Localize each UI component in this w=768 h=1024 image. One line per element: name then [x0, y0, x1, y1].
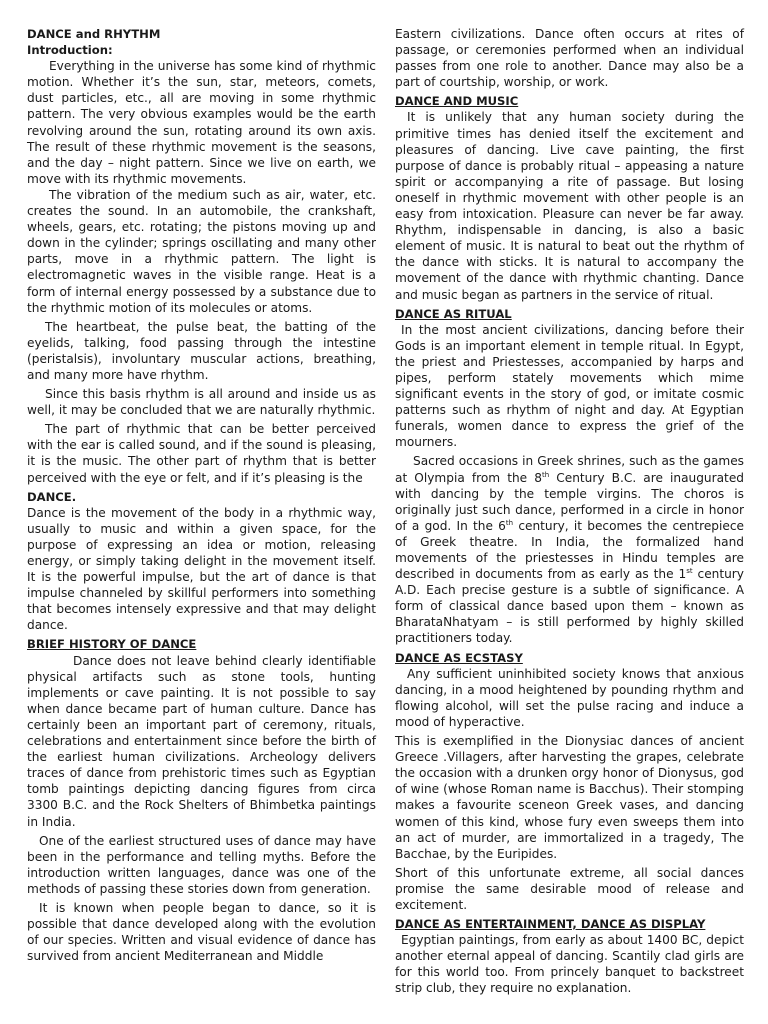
ecstasy-heading: DANCE AS ECSTASY	[395, 650, 523, 665]
history-paragraph-3: It is known when people began to dance, so it is possible that dance developed along with the evolution of our species. Written and visual evidence of dance has survived from ancient Mediterranean and Middle	[27, 900, 376, 964]
ordinal-suffix: th	[541, 470, 550, 479]
ritual-text-b: Century B.C. are inaugurated with dancing by the temple virgins. The choros is originally just such dance, performed in a circle in honor of a god. In the 6	[395, 470, 744, 533]
ecstasy-paragraph-3: Short of this unfortunate extreme, all social dances promise the same desirable mood of release and excitement.	[395, 865, 744, 912]
ordinal-suffix: th	[505, 518, 514, 527]
intro-paragraph-5: The part of rhythmic that can be better perceived with the ear is called sound, and if the sound is pleasing, it is the music. The other part of rhythm that is better perceived with the eye or felt, and if it’s pleasing is the	[27, 422, 376, 485]
ecstasy-paragraph-2: This is exemplified in the Dionysiac dances of ancient Greece .Villagers, after harvesting the grapes, celebrate the occasion with a drunken orgy honor of Dionysus, god of wine (whose Roman name is Bacchus). Their stomping makes a favourite sceneon Greek vases, and dancing women of this kind, whose fury even sweeps them into an act of murder, are immortalized in a tragedy, The Bacchae, by the Euripides.	[395, 734, 744, 861]
entertainment-heading: DANCE AS ENTERTAINMENT, DANCE AS DISPLAY	[395, 917, 706, 932]
entertainment-paragraph: Egyptian paintings, from early as about 1400 BC, depict another eternal appeal of dancing. Scantily clad girls are for this world too. From princely banquet to backstreet strip club, they require no explanation.	[395, 933, 744, 996]
document-title: DANCE and RHYTHM	[27, 27, 161, 41]
intro-paragraph-3: The heartbeat, the pulse beat, the batting of the eyelids, talking, food passing through the intestine (peristalsis), involuntary muscular actions, breathing, and many more have rhythm.	[27, 319, 376, 382]
history-heading: BRIEF HISTORY OF DANCE	[27, 637, 197, 652]
music-heading: DANCE AND MUSIC	[395, 94, 519, 109]
history-paragraph-2: One of the earliest structured uses of dance may have been in the performance and telling myths. Before the introduction written languages, dance was one of the methods of passing these stories down from generation.	[27, 833, 376, 896]
music-paragraph: It is unlikely that any human society during the primitive times has denied itself the excitement and pleasures of dancing. Live cave painting, the first purpose of dance is probably ritual – appeasing a nature spirit or accompanying a rite of passage. But losing oneself in rhythmic movement with other people is an easy from intoxication. Pleasure can never be far away. Rhythm, indispensable in dancing, is also a basic element of music. It is natural to beat out the rhythm of the dance with sticks. It is natural to accompany the movement of the dance with rhythmic chanting. Dance and music began as partners in the service of ritual.	[395, 110, 744, 302]
intro-paragraph-1: Everything in the universe has some kind of rhythmic motion. Whether it’s the sun, star, meteors, comets, dust particles, etc., all are moving in some rhythmic pattern. The very obvious examples would be the earth revolving around the sun, rotating around its own axis. The result of these rhythmic movement is the seasons, and the day – night pattern. Since we live on earth, we move with its rhythmic movements.	[27, 59, 376, 186]
introduction-heading: Introduction:	[27, 43, 113, 58]
ritual-text-c: century, it becomes the centrepiece of Greek theatre. In India, the formalized hand movements of the priestesses in Hindu temples are described in documents from as early as the 1	[395, 518, 744, 582]
ritual-text-d: century A.D. Each precise gesture is a subtle of significance. A form of classical dance based upon them – known as BharataNhatyam – is still performed by highly skilled practitioners today.	[395, 567, 744, 646]
history-paragraph-1: Dance does not leave behind clearly identifiable physical artifacts such as stone tools, hunting implements or cave painting. It is not possible to say when dance became part of human culture. Dance has certainly been an important part of ceremony, rituals, celebrations and entertainment since before the birth of the earliest human civilizations. Archeology delivers traces of dance from prehistoric times such as Egyptian tomb paintings depicting dancing figures from circa 3300 B.C. and the Rock Shelters of Bhimbetka paintings in India.	[27, 653, 376, 829]
dance-paragraph: Dance is the movement of the body in a rhythmic way, usually to music and within a given space, for the purpose of expressing an idea or motion, releasing energy, or simply taking delight in the movement itself. It is the powerful impulse, but the art of dance is that impulse channeled by skillful performers into something that becomes intensely expressive and that may delight dance.	[27, 505, 376, 633]
left-column	[27, 26, 376, 964]
ecstasy-paragraph-1: Any sufficient uninhibited society knows that anxious dancing, in a mood heightened by pounding rhythm and flowing alcohol, will set the pulse racing and induce a mood of hyperactive.	[395, 666, 744, 729]
intro-paragraph-2: The vibration of the medium such as air, water, etc. creates the sound. In an automobile, the crankshaft, wheels, gears, etc. rotating; the pistons moving up and down in the cylinder; springs oscillating and many other parts, move in a rhythmic pattern. The light is electromagnetic waves in the visible range. Heat is a form of internal energy possessed by a substance due to the rhythmic motion of its molecules or atoms.	[27, 187, 376, 315]
ordinal-suffix: st	[686, 567, 693, 576]
right-column	[395, 26, 744, 997]
ritual-paragraph-1: In the most ancient civilizations, dancing before their Gods is an important element in temple ritual. In Egypt, the priest and Priestesses, accompanied by harps and pipes, perform stately movements which mime significant events in the story of god, or imitate cosmic patterns such as rhythm of night and day. At Egyptian funerals, women dance to express the grief of the mourners.	[395, 322, 744, 450]
ritual-text-a: Sacred occasions in Greek shrines, such as the games at Olympia from the 8	[395, 454, 744, 485]
ritual-heading: DANCE AS RITUAL	[395, 306, 512, 321]
intro-paragraph-4: Since this basis rhythm is all around and inside us as well, it may be concluded that we are naturally rhythmic.	[27, 387, 376, 418]
history-paragraph-3-continued: Eastern civilizations. Dance often occurs at rites of passage, or ceremonies performed when an individual passes from one role to another. Dance may also be a part of courtship, worship, or work.	[395, 27, 744, 90]
dance-heading: DANCE.	[27, 489, 77, 504]
ritual-paragraph-2	[395, 453, 744, 646]
